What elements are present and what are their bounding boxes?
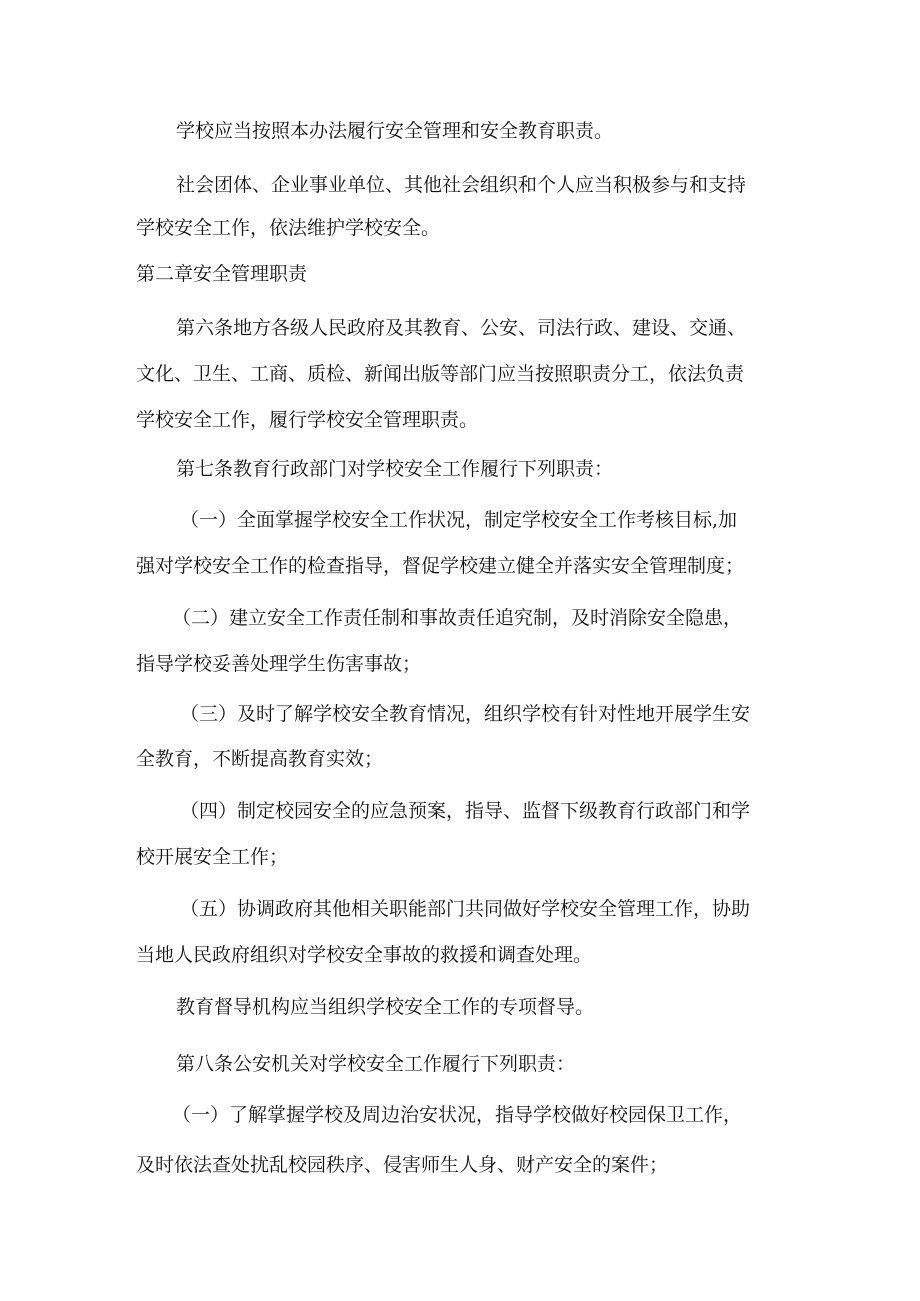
list-item-line: 及时依法查处扰乱校园秩序、侵害师生人身、财产安全的案件； <box>136 1154 669 1176</box>
paragraph-line: 学校安全工作，依法维护学校安全。 <box>136 217 441 239</box>
list-item-line: 校开展安全工作； <box>136 846 289 868</box>
list-item-line: 当地人民政府组织对学校安全事故的救援和调查处理。 <box>136 944 593 966</box>
paragraph-line: 教育督导机构应当组织学校安全工作的专项督导。 <box>176 996 595 1018</box>
paragraph-line: 文化、卫生、工商、质检、新闻出版等部门应当按照职责分工，依法负责 <box>136 363 745 385</box>
paragraph-line: 第六条地方各级人民政府及其教育、公安、司法行政、建设、交通、 <box>176 317 747 339</box>
list-item-line: 强对学校安全工作的检查指导，督促学校建立健全并落实安全管理制度； <box>136 555 745 577</box>
list-item-line: （二）建立安全工作责任制和事故责任追究制，及时消除安全隐患， <box>172 607 743 629</box>
list-item-line: （四）制定校园安全的应急预案，指导、监督下级教育行政部门和学 <box>180 800 751 822</box>
list-item-line: （一）了解掌握学校及周边治安状况，指导学校做好校园保卫工作， <box>172 1104 743 1126</box>
paragraph-line: 社会团体、企业事业单位、其他社会组织和个人应当积极参与和支持 <box>176 174 747 196</box>
paragraph-line: 学校安全工作，履行学校安全管理职责。 <box>136 409 479 431</box>
paragraph-line: 第七条教育行政部门对学校安全工作履行下列职责： <box>176 458 614 480</box>
list-item-line: 全教育，不断提高教育实效； <box>136 748 384 770</box>
paragraph-line: 第八条公安机关对学校安全工作履行下列职责： <box>176 1053 576 1075</box>
list-item-line: 指导学校妥善处理学生伤害事故； <box>136 653 422 675</box>
list-item-line: （五）协调政府其他相关职能部门共同做好学校安全管理工作，协助 <box>180 898 751 920</box>
section-heading: 第二章安全管理职责 <box>136 263 308 285</box>
paragraph-line: 学校应当按照本办法履行安全管理和安全教育职责。 <box>176 120 614 142</box>
list-item-line: （一）全面掌握学校安全工作状况，制定学校安全工作考核目标,加 <box>180 509 738 531</box>
list-item-line: （三）及时了解学校安全教育情况，组织学校有针对性地开展学生安 <box>180 703 751 725</box>
